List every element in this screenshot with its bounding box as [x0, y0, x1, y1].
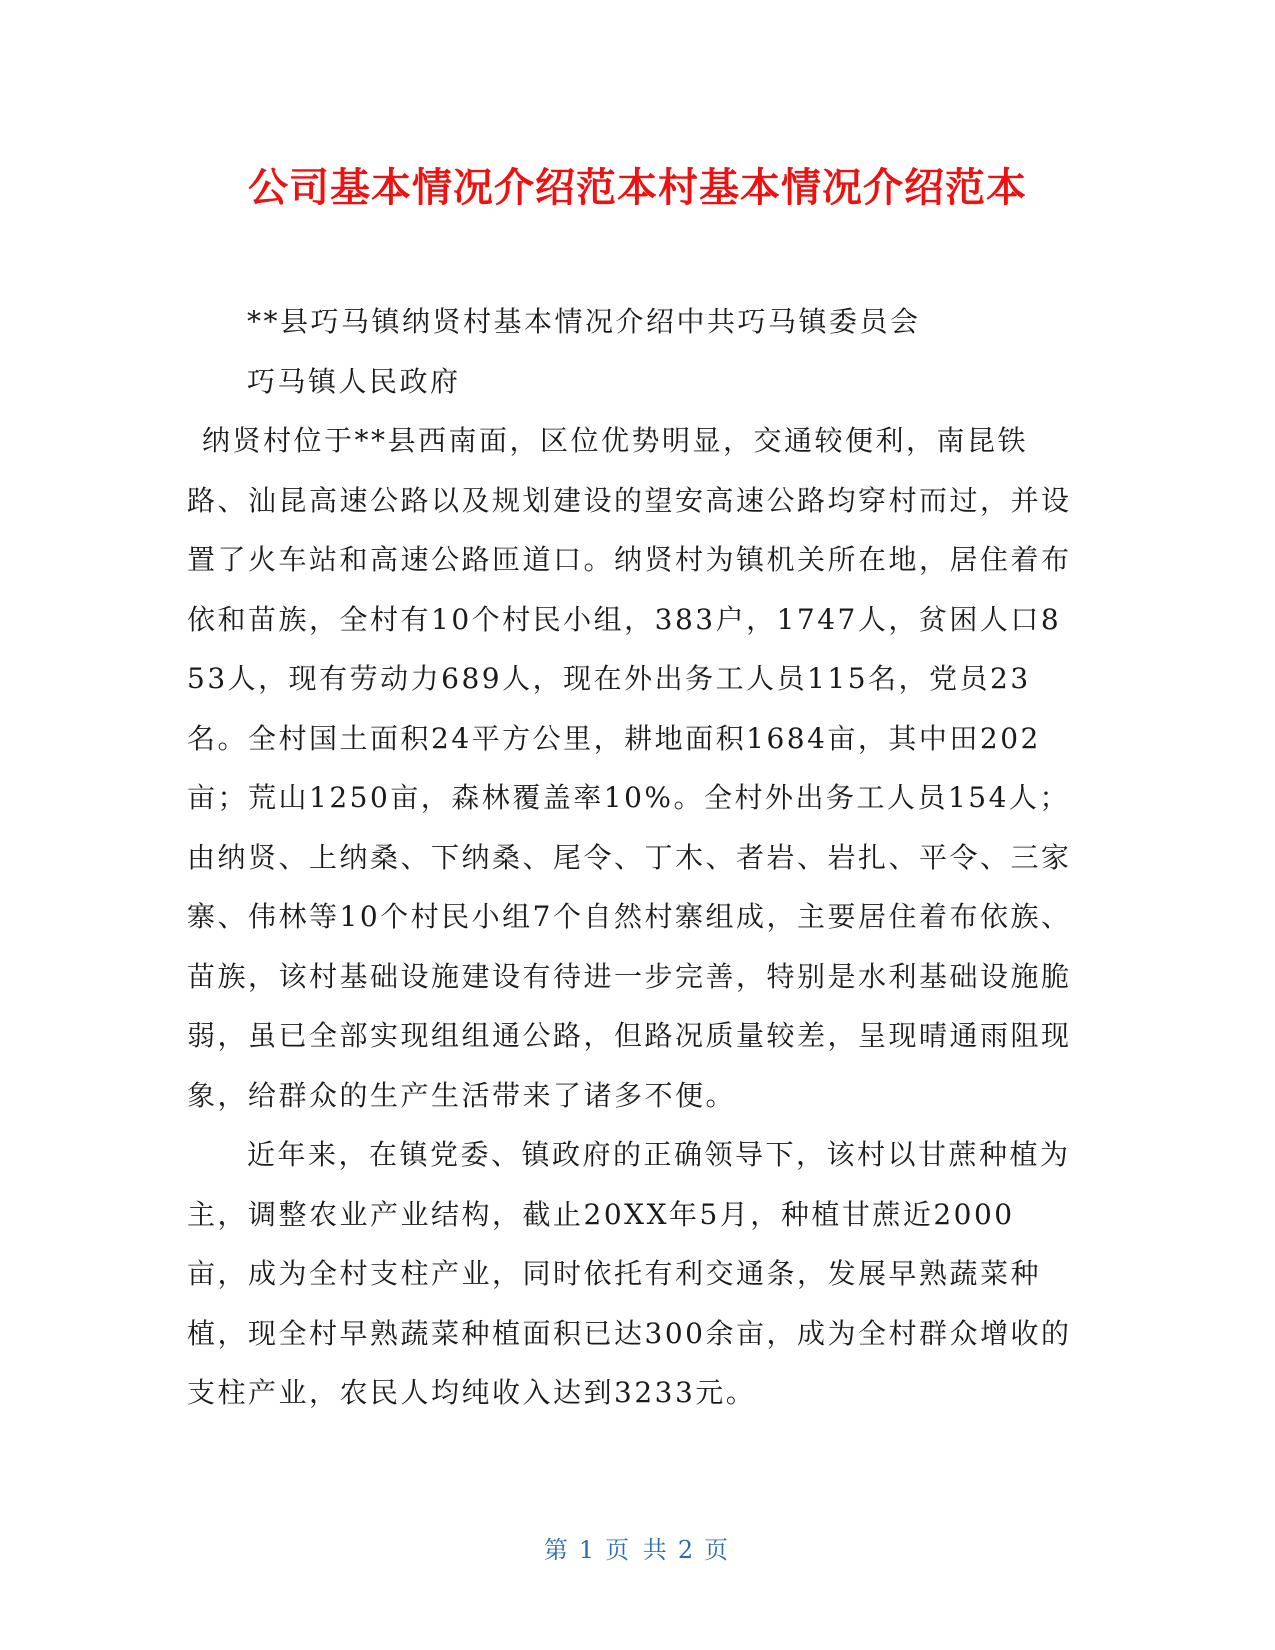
- paragraph-heading-line: **县巧马镇纳贤村基本情况介绍中共巧马镇委员会: [247, 305, 921, 338]
- footer-label-page: 第: [543, 1536, 571, 1564]
- footer-current-page: 1: [578, 1536, 598, 1564]
- document-body: [187, 292, 1075, 1423]
- footer-label-end: 页: [704, 1536, 732, 1564]
- footer-total-pages: 2: [677, 1536, 697, 1564]
- footer-label-of: 页 共: [605, 1536, 670, 1564]
- page-number-footer: [0, 1535, 1275, 1565]
- paragraph-village-overview: 纳贤村位于**县西南面，区位优势明显，交通较便利，南昆铁路、汕昆高速公路以及规划建设的望安高速公路均穿村而过，并设置了火车站和高速公路匝道口。纳贤村为镇机关所在地，居住着布依和苗族，全村有10个村民小组，383户，1747人，贫困人口853人，现有劳动力689人，现在外出务工人员115名，党员23名。全村国土面积24平方公里，耕地面积1684亩，其中田202亩；荒山1250亩，森林覆盖率10%。全村外出务工人员154人；由纳贤、上纳桑、下纳桑、尾令、丁木、者岩、岩扎、平令、三家寨、伟林等10个村民小组7个自然村寨组成，主要居住着布依族、苗族，该村基础设施建设有待进一步完善，特别是水利基础设施脆弱，虽已全部实现组组通公路，但路况质量较差，呈现晴通雨阻现象，给群众的生产生活带来了诸多不便。: [187, 424, 1072, 1112]
- paragraph-recent-development: 近年来，在镇党委、镇政府的正确领导下，该村以甘蔗种植为主，调整农业产业结构，截止20XX年5月，种植甘蔗近2000亩，成为全村支柱产业，同时依托有利交通条，发展早熟蔬菜种植，现全村早熟蔬菜种植面积已达300余亩，成为全村群众增收的支柱产业，农民人均纯收入达到3233元。: [187, 1138, 1072, 1409]
- paragraph-issuer: 巧马镇人民政府: [247, 364, 461, 398]
- document-title: 公司基本情况介绍范本村基本情况介绍范本: [248, 165, 1027, 211]
